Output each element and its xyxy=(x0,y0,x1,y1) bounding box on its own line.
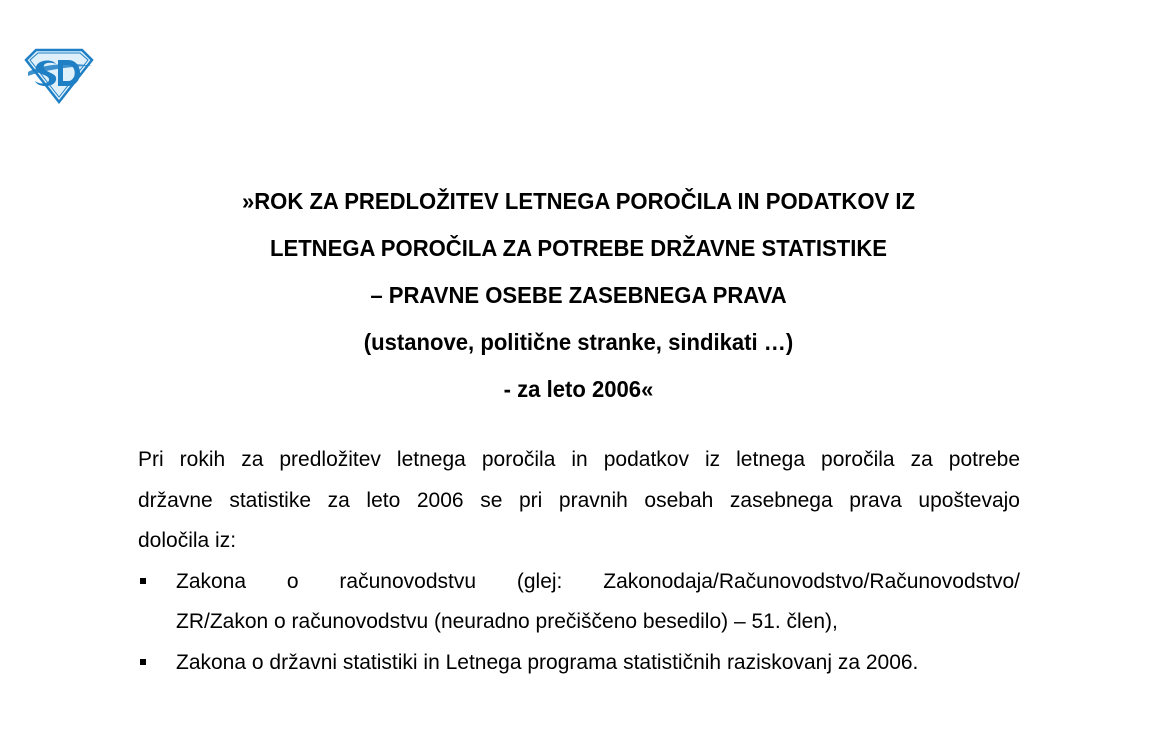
document-title xyxy=(0,178,1157,413)
list-item-line: Zakona o državni statistiki in Letnega programa statističnih raziskovanj za 2006. xyxy=(176,650,919,674)
intro-line: določila iz: xyxy=(138,529,237,552)
bullet-list xyxy=(138,562,1020,684)
title-line-5: - za leto 2006« xyxy=(503,376,654,402)
intro-paragraph xyxy=(138,440,1020,562)
title-line-2: LETNEGA POROČILA ZA POTREBE DRŽAVNE STATISTIKE xyxy=(269,235,888,261)
list-item xyxy=(138,562,1020,643)
list-item xyxy=(138,643,1020,684)
square-bullet-icon xyxy=(140,659,146,665)
title-line-1: »ROK ZA PREDLOŽITEV LETNEGA POROČILA IN PODATKOV IZ xyxy=(241,188,916,214)
list-item-line: ZR/Zakon o računovodstvu (neuradno prečiščeno besedilo) – 51. člen), xyxy=(176,610,838,633)
sd-shield-logo-icon xyxy=(22,46,96,104)
title-line-4: (ustanove, politične stranke, sindikati …) xyxy=(363,329,794,355)
list-item-line: Zakona o računovodstvu (glej: Zakonodaja/Računovodstvo/Računovodstvo/ xyxy=(176,569,1020,593)
intro-line: državne statistike za leto 2006 se pri pravnih osebah zasebnega prava upoštevajo xyxy=(138,488,1020,512)
intro-line: Pri rokih za predložitev letnega poročila in podatkov iz letnega poročila za potrebe xyxy=(138,448,1020,471)
title-line-3: – PRAVNE OSEBE ZASEBNEGA PRAVA xyxy=(370,282,787,308)
square-bullet-icon xyxy=(140,578,146,584)
document-body xyxy=(138,440,1020,683)
